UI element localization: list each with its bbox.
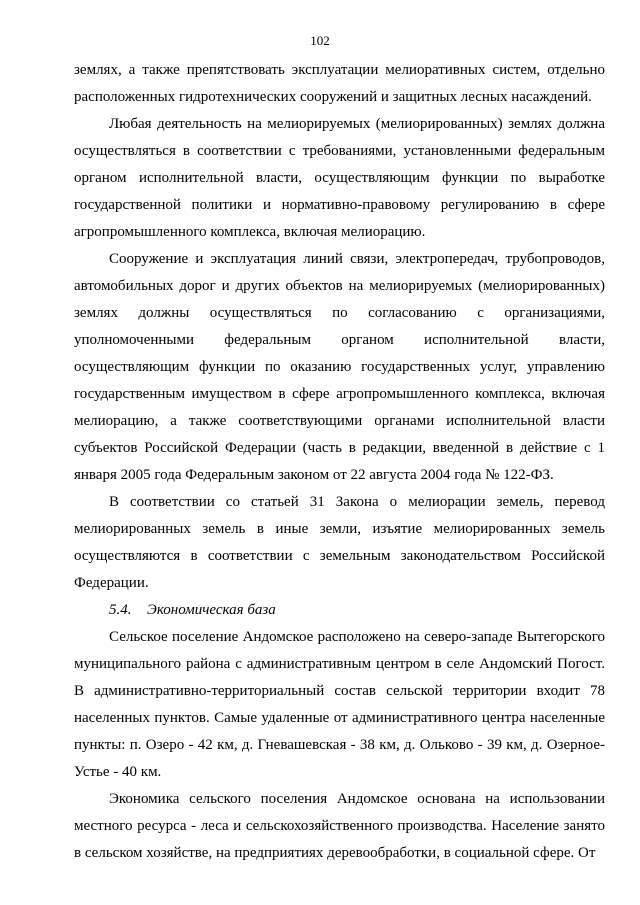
paragraph-infrastructure: Сооружение и эксплуатация линий связи, электропередач, трубопроводов, автомобильных дорог и других объектов на мелиорируемых (мелиорированных) землях должны осуществляться по согласованию с организациями, уполномоченными федеральным органом исполнительной власти, осуществляющим функции по оказанию государственных услуг, управлению государственным имуществом в сфере агропромышленного комплекса, включая мелиорацию, а также соответствующими органами исполнительной власти субъектов Российской Федерации (часть в редакции, введенной в действие с 1 января 2005 года Федеральным законом от 22 августа 2004 года № 122-ФЗ. xyxy=(74,251,605,483)
section-number: 5.4. xyxy=(109,602,132,618)
paragraph-land-activity: Любая деятельность на мелиорируемых (мелиорированных) землях должна осуществляться в соответствии с требованиями, установленными федеральным органом исполнительной власти, осуществляющим функции по выработке государственной политики и нормативно-правовому регулированию в сфере агропромышленного комплекса, включая мелиорацию. xyxy=(74,116,605,240)
page-number: 102 xyxy=(310,33,330,48)
paragraph-continuation: землях, а также препятствовать эксплуатации мелиоративных систем, отдельно расположенных гидротехнических сооружений и защитных лесных насаждений. xyxy=(74,62,605,105)
section-title: Экономическая база xyxy=(147,602,276,618)
paragraph-land-transfer: В соответствии со статьей 31 Закона о мелиорации земель, перевод мелиорированных земель в иные земли, изъятие мелиорированных земель осуществляются в соответствии с земельным законодательством Российской Федерации. xyxy=(74,494,605,591)
section-heading xyxy=(74,597,605,624)
paragraph-location: Сельское поселение Андомское расположено на северо-западе Вытегорского муниципального района с административным центром в селе Андомский Погост. В административно-территориальный состав сельской территории входит 78 населенных пунктов. Самые удаленные от административного центра населенные пункты: п. Озеро - 42 км, д. Гневашевская - 38 км, д. Ольково - 39 км, д. Озерное-Устье - 40 км. xyxy=(74,629,605,780)
paragraph-economy: Экономика сельского поселения Андомское основана на использовании местного ресурса - леса и сельскохозяйственного производства. Население занято в сельском хозяйстве, на предприятиях деревообработки, в социальной сфере. От xyxy=(74,791,605,861)
document-body xyxy=(74,57,605,867)
